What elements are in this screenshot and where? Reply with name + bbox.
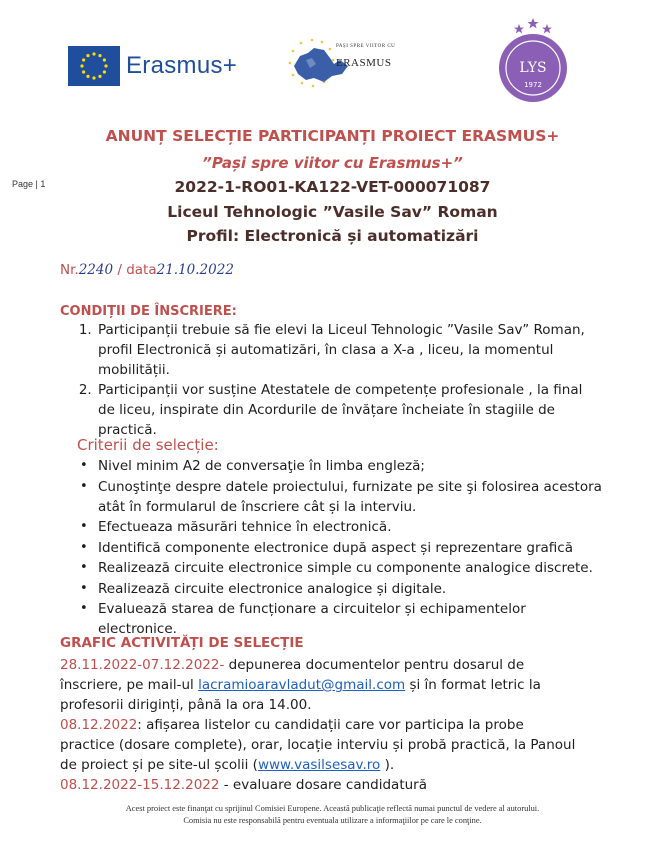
erasmus-wordmark: Erasmus+ — [126, 52, 238, 79]
map-logo-small-text: PAȘI SPRE VIITOR CU — [336, 44, 396, 49]
schedule-date-3: 08.12.2022-15.12.2022 — [60, 777, 220, 793]
date-value: 21.10.2022 — [156, 262, 234, 278]
list-item: 1. Participanții trebuie să fie elevi la Liceul Tehnologic ”Vasile Sav” Roman, profil Electronică și automatizări, în clasa a X-a , liceu, la momentul mobilității. — [96, 320, 601, 380]
schedule-text: : afișarea listelor cu candidații care vor participa la probe practice (dosare complete), orar, locație interviu și probă practică, la Panoul de proiect și pe site-ul școlii ( — [60, 717, 576, 773]
email-link[interactable]: lacramioaravladut@gmail.com — [198, 677, 406, 693]
schedule-text: - evaluare dosare candidatură — [219, 777, 427, 793]
schedule-date-1: 28.11.2022-07.12.2022- — [60, 657, 225, 673]
list-item: 2. Participanții vor susține Atestatele de competențe profesionale , la final de liceu, inspirate din Acordurile de învățare încheiate în stagiile de practică. — [96, 380, 601, 440]
footer-disclaimer-1: Acest proiect este finanţat cu sprijinul Comisiei Europene. Această publicaţie reflectă numai punctul de vedere al autorului. — [125, 804, 540, 813]
lys-letters: LYS — [519, 60, 547, 76]
schedule-paragraph-2 — [60, 715, 580, 775]
document-title: ANUNȚ SELECȚIE PARTICIPANȚI PROIECT ERASMUS+ — [105, 127, 560, 145]
project-subtitle: ”Pași spre viitor cu Erasmus+” — [202, 154, 463, 172]
project-code: 2022-1-RO01-KA122-VET-000071087 — [174, 178, 491, 196]
schedule-text: și în format letric la profesorii diriginți, până la ora 14.00. — [60, 677, 541, 713]
erasmus-plus-logo — [68, 46, 248, 86]
footer-disclaimer-2: Comisia nu este responsabilă pentru eventuala utilizare a informaţiilor pe care le conţine. — [183, 816, 482, 825]
date-label: / data — [117, 262, 157, 278]
list-item: • Realizează circuite electronice simple cu componente analogice discrete. — [98, 558, 608, 578]
list-item: • Efectueaza măsurări tehnice în electronică. — [98, 517, 608, 537]
list-item: • Evaluează starea de funcționare a circuitelor și echipamentelor electronice. — [98, 599, 608, 639]
schedule-body — [60, 655, 580, 795]
eu-flag-icon — [68, 46, 120, 86]
criteria-heading: Criterii de selecție: — [77, 436, 219, 454]
website-link[interactable]: www.vasilsesav.ro — [257, 757, 381, 773]
schedule-heading: GRAFIC ACTIVITĂȚI DE SELECȚIE — [60, 635, 304, 651]
schedule-date-2: 08.12.2022 — [60, 717, 138, 733]
list-item: • Cunoştinţe despre datele proiectului, furnizate pe site şi folosirea acestora atât în formularul de înscriere cât și la interviu. — [98, 477, 608, 517]
nr-value: 2240 — [78, 262, 114, 278]
page-number-label: Page | 1 — [12, 179, 46, 189]
profile-line: Profil: Electronică și automatizări — [186, 227, 479, 245]
nr-label: Nr. — [60, 262, 79, 278]
registration-number-line — [60, 262, 234, 278]
criteria-list — [80, 456, 608, 640]
lys-year: 1972 — [524, 81, 542, 89]
conditions-list — [78, 320, 601, 440]
school-name: Liceul Tehnologic ”Vasile Sav” Roman — [167, 203, 498, 221]
project-map-logo — [284, 36, 410, 100]
list-item: • Nivel minim A2 de conversaţie în limba engleză; — [98, 456, 608, 476]
schedule-text: ). — [380, 757, 395, 773]
list-item: • Identifică componente electronice după aspect și reprezentare grafică — [98, 538, 608, 558]
list-item: • Realizează circuite electronice analogice și digitale. — [98, 579, 608, 599]
conditions-heading: CONDIȚII DE ÎNSCRIERE: — [60, 304, 237, 319]
school-logo — [497, 18, 569, 106]
schedule-paragraph-3 — [60, 775, 580, 795]
map-logo-title: ERASMUS — [336, 57, 392, 69]
schedule-paragraph-1 — [60, 655, 580, 715]
schedule-text: depunerea documentelor pentru dosarul de înscriere, pe mail-ul — [60, 657, 525, 693]
